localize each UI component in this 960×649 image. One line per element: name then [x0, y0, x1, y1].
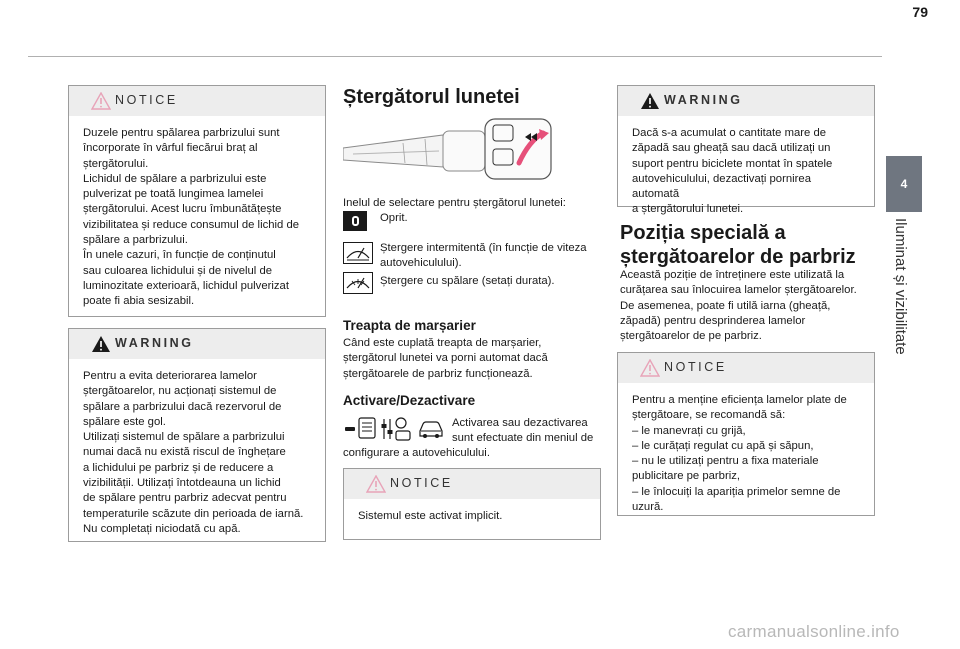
warning-line: vizibilității. Utilizați întotdeauna un lichid [83, 477, 281, 490]
vehicle-settings-icon [343, 416, 377, 440]
notice-line: vizibilitatea și reduce consumul de lichid de [83, 218, 300, 231]
notice-title: NOTICE [664, 360, 727, 374]
notice-warning-triangle-icon [366, 475, 386, 493]
chapter-title [890, 218, 918, 378]
warning-line: suport pentru biciclete montat în spatele [632, 157, 833, 170]
special-line: Această poziție de întreținere este utilizată la [620, 269, 845, 281]
rear-wiper-intro: Inelul de selectare pentru ștergătorul lunetei: [343, 197, 566, 209]
notice-title: NOTICE [115, 93, 178, 107]
chapter-number: 4 [900, 177, 908, 191]
reverse-line: ștergătorul lunetei va porni automat dacă [343, 352, 548, 365]
notice-line: sau culoarea lichidului și de nivelul de [83, 264, 273, 277]
watermark: carmanualsonline.info [728, 622, 900, 641]
special-line: ștergătoarelor de pe parbriz. [620, 330, 762, 343]
rear-wiper-stalk-illustration [343, 115, 555, 185]
notice-header [618, 353, 874, 383]
warning-body [618, 116, 874, 218]
notice-warning-triangle-icon [91, 92, 111, 110]
warning-line: Utilizați sistemul de spălare a parbrizului [83, 431, 285, 444]
reverse-line: Când este cuplată treapta de marșarier, [343, 337, 542, 349]
warning-header [618, 86, 874, 116]
warning-line: numai dacă nu există riscul de înghețare [83, 446, 286, 459]
notice-warning-triangle-icon [640, 359, 660, 377]
warning-triangle-icon [640, 92, 660, 110]
setting-intermittent-text: Ștergere intermitentă (în funcție de viteza autovehiculului). [380, 242, 587, 270]
intermittent-wipe-icon [343, 242, 373, 264]
special-heading-line: ștergătoarelor de parbriz [620, 246, 856, 268]
special-line: De asemenea, poate fi utilă iarna (gheață, [620, 299, 831, 312]
notice-body [69, 116, 325, 310]
warning-line: spălare este gol. [83, 415, 166, 428]
notice-box-default [343, 468, 601, 540]
special-position-heading [620, 221, 856, 269]
activation-line3: configurare a autovehiculului. [343, 447, 490, 459]
off-icon [343, 211, 367, 231]
notice-line: Duzele pentru spălarea parbrizului sunt [83, 127, 280, 139]
activation-line2: sunt efectuate din meniul de [452, 432, 594, 444]
reverse-text [343, 336, 548, 382]
warning-triangle-icon [91, 335, 111, 353]
notice-line: – nu le utilizați pentru a fixa materiale [632, 455, 819, 468]
notice-line: Sistemul este activat implicit. [358, 510, 503, 522]
warning-line: autovehiculului, dezactivați pornirea automată [632, 172, 811, 201]
setting-off-text: Oprit. [380, 212, 408, 224]
settings-sliders-icon [380, 416, 414, 442]
chapter-title-text: Iluminat și vizibilitate [892, 218, 909, 355]
notice-line: – le manevrați cu grijă, [632, 424, 746, 437]
notice-line: uzură. [632, 501, 664, 514]
warning-box-washer [68, 328, 326, 542]
warning-line: temperaturile scăzute din perioada de iarnă. [83, 507, 304, 520]
notice-body [344, 499, 600, 524]
wash-wipe-icon [343, 272, 373, 294]
warning-line: zăpadă sau gheață sau dacă utilizați un [632, 142, 831, 155]
warning-line: de spălare pentru parbriz adecvat pentru [83, 492, 287, 505]
activation-line1: Activarea sau dezactivarea [452, 417, 588, 429]
notice-line: Pentru a menține eficiența lamelor plate de [632, 394, 847, 406]
special-heading-line: Poziția specială a [620, 222, 786, 244]
warning-line: ștergătoarelor, nu acționați sistemul de [83, 385, 277, 398]
warning-header [69, 329, 325, 359]
notice-line: încorporate în vârful fiecărui braț al [83, 142, 258, 155]
notice-line: ștergătoare, se recomandă să: [632, 409, 786, 422]
warning-line: Pentru a evita deteriorarea lamelor [83, 370, 257, 382]
warning-title: WARNING [115, 336, 194, 350]
notice-line: În unele cazuri, în funcție de conținutul [83, 249, 276, 262]
notice-line: luminozitate exterioară, lichidul pulverizat [83, 279, 289, 292]
car-icon [418, 419, 444, 439]
notice-box-blade-care [617, 352, 875, 516]
notice-title: NOTICE [390, 476, 453, 490]
notice-line: ștergătorului. [83, 157, 149, 170]
warning-box-rear-wiper [617, 85, 875, 216]
special-line: zăpadă) pentru desprinderea lamelor [620, 314, 806, 327]
notice-line: – le curățați regulat cu apă și săpun, [632, 439, 814, 452]
page-number: 79 [912, 4, 928, 20]
notice-header [344, 469, 600, 499]
chapter-tab[interactable] [886, 156, 922, 212]
warning-title: WARNING [664, 93, 743, 107]
notice-box-washer-nozzles [68, 85, 326, 317]
notice-line: poate fi abia sesizabil. [83, 295, 195, 308]
warning-line: Dacă s-a acumulat o cantitate mare de [632, 127, 827, 139]
special-line: curățarea sau înlocuirea lamelor ștergătoarelor. [620, 284, 857, 297]
special-position-text [620, 268, 857, 344]
notice-line: ștergătorului. Acest lucru îmbunătățește [83, 203, 282, 216]
reverse-line: ștergătoarele de parbriz funcționează. [343, 367, 533, 380]
warning-line: a lichidului pe parbriz și de reducere a [83, 461, 274, 474]
setting-wash-text: Ștergere cu spălare (setați durata). [380, 275, 555, 287]
warning-line: spălare a parbrizului dacă rezervorul de [83, 400, 282, 413]
notice-header [69, 86, 325, 116]
reverse-heading: Treapta de marșarier [343, 318, 476, 333]
notice-body [618, 383, 874, 515]
header-rule [28, 56, 882, 57]
warning-line: a ștergătorului lunetei. [632, 203, 744, 216]
activation-heading: Activare/Dezactivare [343, 393, 476, 408]
notice-line: publicitare pe parbriz, [632, 470, 741, 483]
notice-line: pulverizat pe toată lungimea lamelei [83, 188, 264, 201]
notice-line: spălare a parbrizului. [83, 234, 188, 247]
warning-body [69, 359, 325, 537]
notice-line: Lichidul de spălare a parbrizului este [83, 172, 267, 185]
notice-line: – le înlocuiți la apariția primelor semne de [632, 485, 841, 498]
warning-line: Nu completați niciodată cu apă. [83, 522, 241, 535]
rear-wiper-heading: Ștergătorul lunetei [343, 86, 520, 108]
